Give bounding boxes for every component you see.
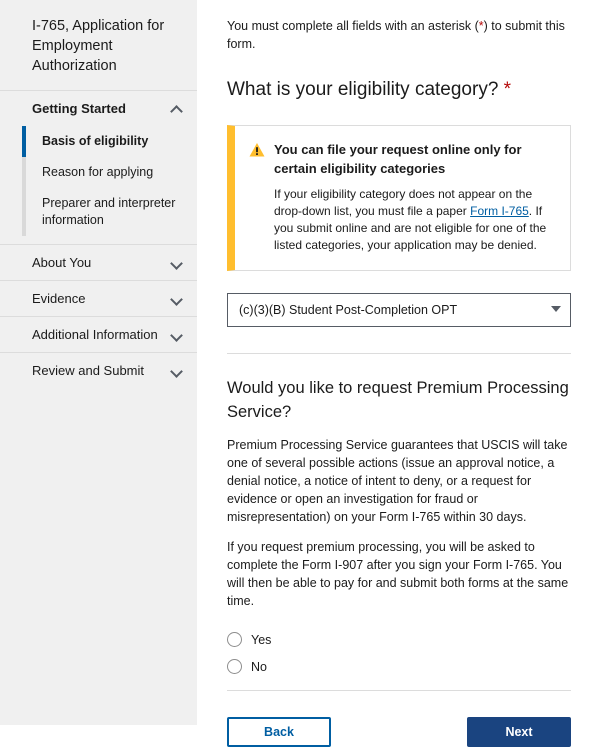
sidebar-item-basis-of-eligibility[interactable]: Basis of eligibility: [0, 126, 197, 157]
premium-processing-paragraph-2: If you request premium processing, you will be asked to complete the Form I-907 after you sign your Form I-765. You will then be able to pay for and submit both forms at the same time.: [227, 540, 569, 608]
premium-processing-question-heading: Would you like to request Premium Processing Service?: [227, 379, 569, 421]
alert-body: [274, 186, 554, 254]
radio-option-yes[interactable]: [227, 632, 572, 647]
chevron-down-icon[interactable]: [171, 257, 183, 269]
sidebar-group-header-about-you[interactable]: [0, 245, 197, 280]
radio-button-icon[interactable]: [227, 659, 242, 674]
sidebar-group-label: Getting Started: [32, 101, 126, 116]
alert-body-after: . If you submit online and are not eligible for one of the listed categories, your application may be denied.: [274, 204, 547, 252]
footer-divider: [227, 690, 571, 691]
required-note-text-after: ) to submit this form.: [227, 19, 565, 51]
premium-processing-paragraph-1: Premium Processing Service guarantees that USCIS will take one of several possible actions (issue an approval notice, a denial notice, a notice of intent to deny, or a request for evidence or open an investigation for fraud or misrepresentation) on your Form I-765 within 30 days.: [227, 438, 568, 524]
radio-label-yes: Yes: [251, 632, 272, 647]
next-button[interactable]: Next: [467, 717, 571, 747]
sidebar-group-header-additional-information[interactable]: [0, 317, 197, 352]
radio-option-no[interactable]: [227, 659, 572, 674]
sidebar-group-getting-started[interactable]: [0, 90, 197, 244]
sidebar-item-preparer-and-interpreter-information[interactable]: Preparer and interpreter information: [42, 196, 176, 227]
sidebar-group-about-you[interactable]: [0, 244, 197, 280]
alert-body-before: If your eligibility category does not appear on the drop-down list, you must file a paper: [274, 187, 533, 218]
back-button[interactable]: Back: [227, 717, 331, 747]
radio-label-no: No: [251, 659, 267, 674]
sidebar-group-review-and-submit[interactable]: [0, 352, 197, 388]
alert-title: You can file your request online only for certain eligibility categories: [274, 142, 522, 176]
page-title: I-765, Application for Employment Authorization: [32, 18, 165, 74]
sidebar-group-additional-information[interactable]: [0, 316, 197, 352]
chevron-down-icon[interactable]: [171, 329, 183, 341]
required-fields-note: [227, 0, 572, 53]
form-navigation-buttons: [227, 717, 571, 747]
warning-icon: [249, 142, 265, 158]
section-divider: [227, 353, 571, 354]
premium-processing-radio-group: [227, 632, 572, 674]
radio-button-icon[interactable]: [227, 632, 242, 647]
required-asterisk: *: [478, 19, 484, 33]
alert-text-block: [274, 140, 554, 254]
sidebar-group-header-review-and-submit[interactable]: [0, 353, 197, 388]
sidebar-group-label: About You: [32, 255, 92, 270]
sidebar-group-evidence[interactable]: [0, 280, 197, 316]
chevron-down-icon[interactable]: [171, 365, 183, 377]
sidebar-item-reason-for-applying[interactable]: Reason for applying: [42, 165, 154, 179]
eligibility-warning-alert: [227, 125, 571, 271]
required-note-text-before: You must complete all fields with an asterisk (: [227, 19, 479, 33]
sidebar-group-header-getting-started[interactable]: [0, 91, 197, 126]
eligibility-question-heading: [227, 77, 572, 103]
eligibility-question-text: What is your eligibility category?: [227, 79, 499, 100]
main-content: [197, 0, 600, 739]
sidebar-group-label: Evidence: [32, 291, 86, 306]
eligibility-category-select[interactable]: (c)(3)(B) Student Post-Completion OPT: [227, 293, 571, 327]
chevron-up-icon[interactable]: [171, 103, 183, 115]
sidebar-group-label: Additional Information: [32, 327, 158, 342]
sidebar-group-header-evidence[interactable]: [0, 281, 197, 316]
sidebar-sublist-getting-started: [0, 126, 197, 244]
required-asterisk: *: [503, 79, 512, 100]
chevron-down-icon[interactable]: [171, 293, 183, 305]
form-i-765-link[interactable]: Form I-765: [470, 204, 529, 218]
sidebar: [0, 0, 197, 725]
eligibility-category-select-wrapper: [227, 293, 571, 327]
sidebar-group-label: Review and Submit: [32, 363, 144, 378]
